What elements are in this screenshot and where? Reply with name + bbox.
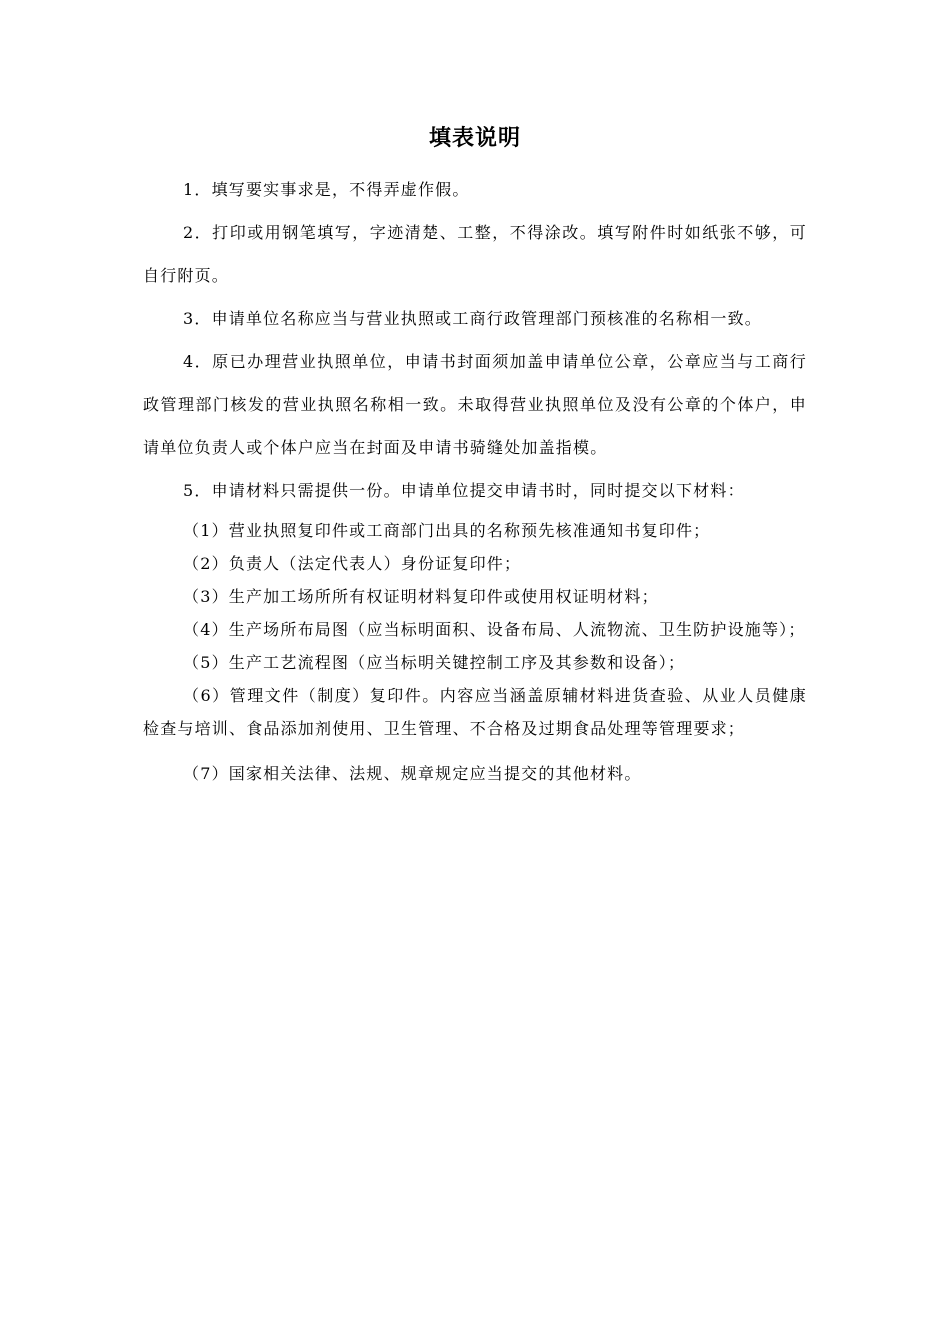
page-title: 填表说明 [428,126,521,151]
instructions-body [143,168,807,790]
instruction-item-1: 1．填写要实事求是，不得弄虚作假。 [183,180,470,199]
material-item-6: （6）管理文件（制度）复印件。内容应当涵盖原辅材料进货查验、从业人员健康检查与培训、食品添加剂使用、卫生管理、不合格及过期食品处理等管理要求； [143,686,807,738]
material-item-2: （2）负责人（法定代表人）身份证复印件； [183,554,522,573]
material-item-7: （7）国家相关法律、法规、规章规定应当提交的其他材料。 [183,764,642,783]
material-item-3: （3）生产加工场所所有权证明材料复印件或使用权证明材料； [183,587,659,606]
instruction-item-5: 5．申请材料只需提供一份。申请单位提交申请书时，同时提交以下材料： [183,481,745,500]
material-item-4: （4）生产场所布局图（应当标明面积、设备布局、人流物流、卫生防护设施等）； [183,620,806,639]
material-item-5: （5）生产工艺流程图（应当标明关键控制工序及其参数和设备）； [183,653,686,672]
instruction-item-2: 2．打印或用钢笔填写，字迹清楚、工整，不得涂改。填写附件时如纸张不够，可自行附页。 [143,223,807,285]
instruction-item-3: 3．申请单位名称应当与营业执照或工商行政管理部门预核准的名称相一致。 [183,309,762,328]
material-item-1: （1）营业执照复印件或工商部门出具的名称预先核准通知书复印件； [183,521,711,540]
instruction-item-4: 4．原已办理营业执照单位，申请书封面须加盖申请单位公章，公章应当与工商行政管理部门核发的营业执照名称相一致。未取得营业执照单位及没有公章的个体户，申请单位负责人或个体户应当在封面及申请书骑缝处加盖指模。 [143,352,807,457]
